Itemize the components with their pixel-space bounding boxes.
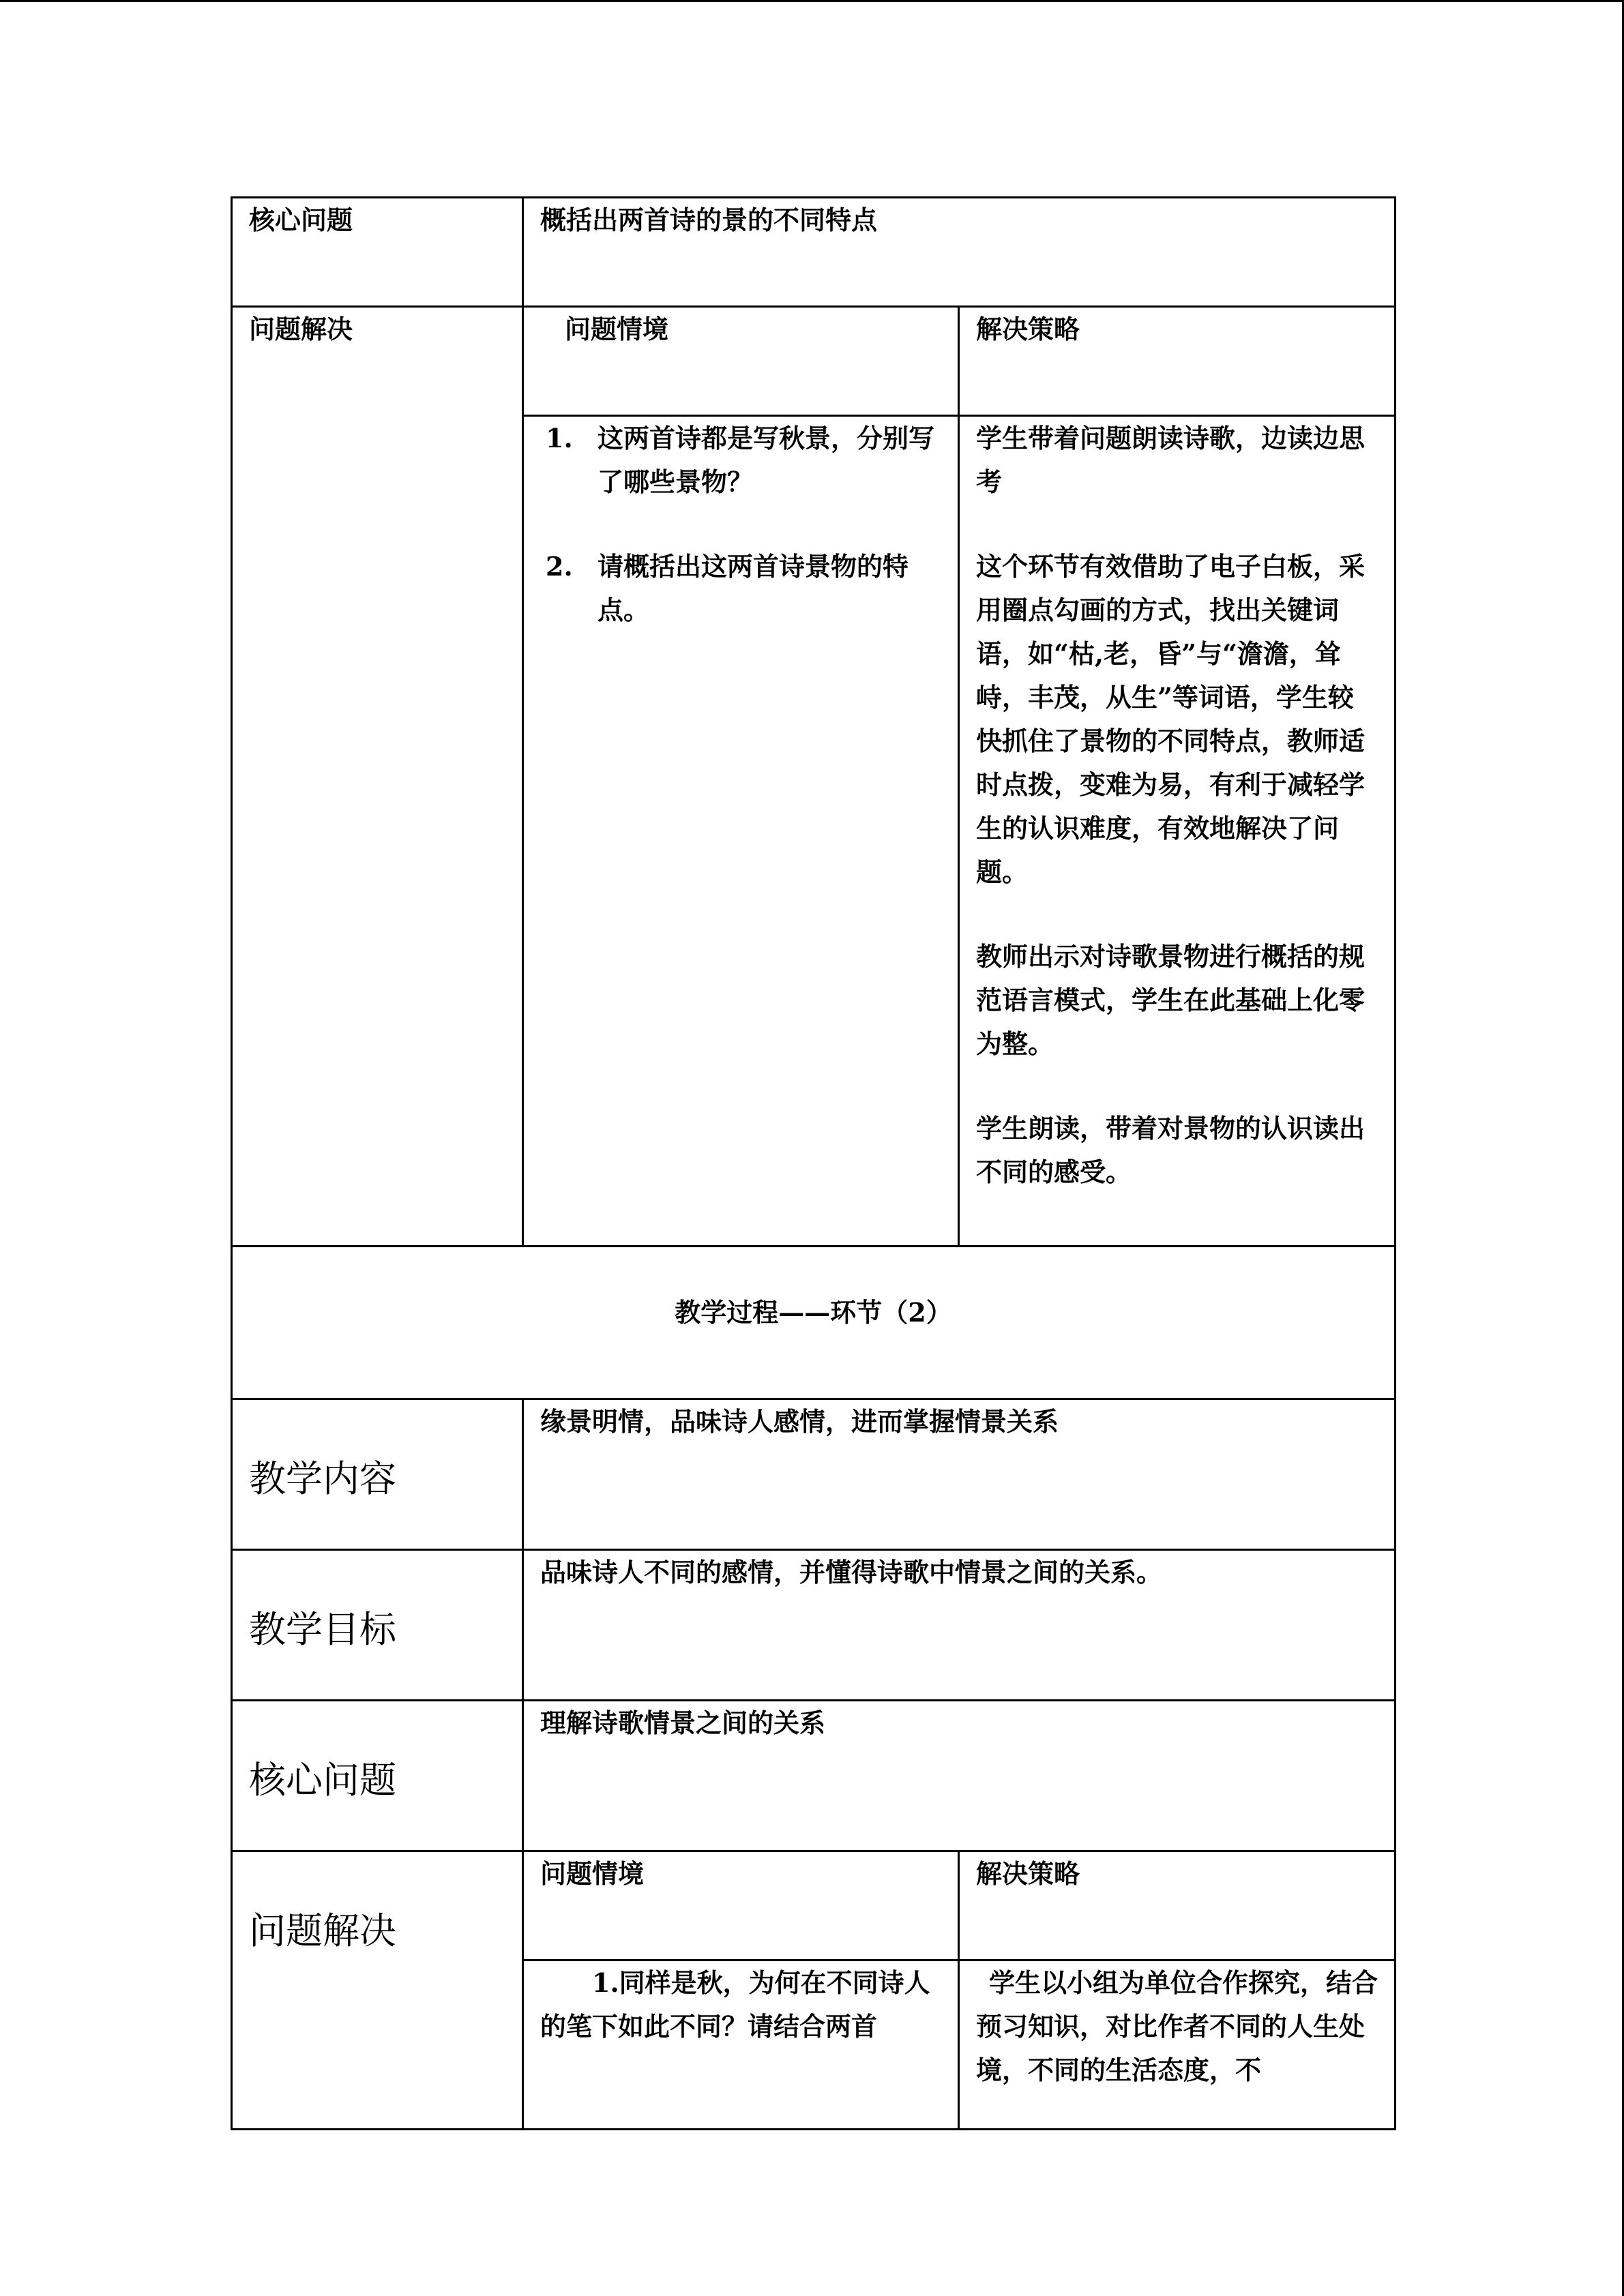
strategy2-cell [959, 1960, 1396, 2130]
strategy2-header: 解决策略 [959, 1851, 1396, 1960]
strategy-paragraph: 这个环节有效借助了电子白板，采用圈点勾画的方式，找出关键词语，如“枯,老，昏”与“澹澹，耸峙，丰茂，从生”等词语，学生较快抓住了景物的不同特点，教师适时点拨，变难为易，有利于减轻学生的认识难度，有效地解决了问题。 [976, 551, 1365, 887]
core-question2-label: 核心问题 [232, 1701, 523, 1851]
situation-text: 这两首诗都是写秋景，分别写了哪些景物？ [597, 423, 935, 497]
situation-list [540, 417, 941, 632]
page-top-border [0, 0, 1624, 2]
situation2-cell [523, 1960, 959, 2130]
core-question-row [232, 198, 1396, 307]
situation-item-1 [540, 417, 941, 504]
core-question-label: 核心问题 [232, 198, 523, 307]
goal-label: 教学目标 [232, 1550, 523, 1701]
goal-row [232, 1550, 1396, 1701]
situation-number: 1. [546, 423, 573, 453]
section2-title-row [232, 1247, 1396, 1399]
situation-number: 2. [546, 551, 573, 582]
core-question2-value: 理解诗歌情景之间的关系 [523, 1701, 1396, 1851]
goal-value: 品味诗人不同的感情，并懂得诗歌中情景之间的关系。 [523, 1550, 1396, 1701]
section2-title: 教学过程——环节（2） [232, 1247, 1396, 1399]
strategy-paragraph: 教师出示对诗歌景物进行概括的规范语言模式，学生在此基础上化零为整。 [976, 941, 1365, 1059]
content-value: 缘景明情，品味诗人感情，进而掌握情景关系 [523, 1399, 1396, 1550]
core-question-value: 概括出两首诗的景的不同特点 [523, 198, 1396, 307]
strategy-cell [959, 416, 1396, 1247]
problem-solving-header-row [232, 307, 1396, 416]
situation-cell [523, 416, 959, 1247]
strategy2-text: 学生以小组为单位合作探究，结合预习知识，对比作者不同的人生处境，不同的生活态度，不 [976, 1967, 1378, 2085]
content-label: 教学内容 [232, 1399, 523, 1550]
problem-solving-label: 问题解决 [232, 307, 523, 1247]
lesson-plan-table [231, 196, 1396, 2130]
content-row [232, 1399, 1396, 1550]
situation2-header: 问题情境 [523, 1851, 959, 1960]
situation-text: 请概括出这两首诗景物的特点。 [597, 551, 909, 625]
strategy-paragraph: 学生朗读，带着对景物的认识读出不同的感受。 [976, 1113, 1365, 1187]
core-question2-row [232, 1701, 1396, 1851]
situation-header: 问题情境 [523, 307, 959, 416]
situation2-text: 1.同样是秋，为何在不同诗人的笔下如此不同？请结合两首 [540, 1967, 930, 2042]
problem-solving2-header-row [232, 1851, 1396, 1960]
problem-solving2-label: 问题解决 [232, 1851, 523, 2130]
strategy-header: 解决策略 [959, 307, 1396, 416]
situation-item-2 [540, 545, 941, 632]
strategy-paragraph: 学生带着问题朗读诗歌，边读边思考 [976, 423, 1365, 497]
